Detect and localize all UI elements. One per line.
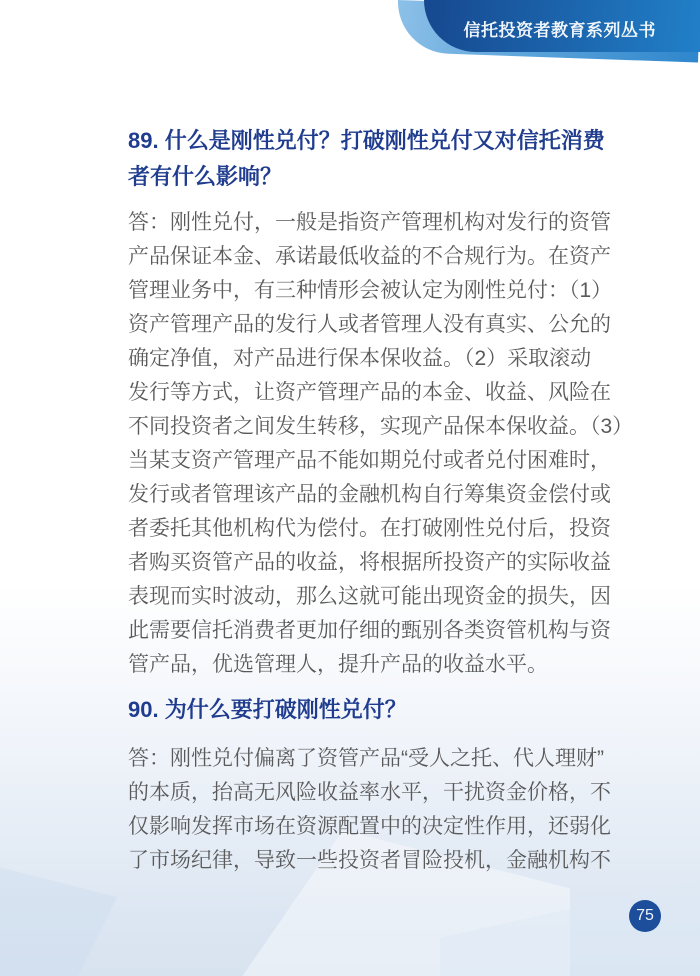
question-89-heading xyxy=(128,123,614,195)
text-line: 产品保证本金、承诺最低收益的不合规行为。在资产 xyxy=(128,245,611,268)
text-line: 者委托其他机构代为偿付。在打破刚性兑付后，投资 xyxy=(128,517,611,540)
text-line: 此需要信托消费者更加仔细的甄别各类资管机构与资 xyxy=(128,619,611,642)
text-line: 管产品，优选管理人，提升产品的收益水平。 xyxy=(128,653,548,676)
text-line: 发行等方式，让资产管理产品的本金、收益、风险在 xyxy=(128,381,611,404)
text-line: 表现而实时波动，那么这就可能出现资金的损失，因 xyxy=(128,585,611,608)
text-line: 仅影响发挥市场在资源配置中的决定性作用，还弱化 xyxy=(128,815,611,838)
text-line: 者有什么影响？ xyxy=(128,164,283,189)
question-89-answer xyxy=(128,206,634,682)
question-90-heading xyxy=(128,692,614,728)
text-line: 发行或者管理该产品的金融机构自行筹集资金偿付或 xyxy=(128,483,611,506)
text-line: 确定净值，对产品进行保本保收益。（2）采取滚动 xyxy=(128,347,592,370)
page-number-badge: 75 xyxy=(629,900,661,932)
text-line: 当某支资产管理产品不能如期兑付或者兑付困难时， xyxy=(128,449,611,472)
text-line: 答：刚性兑付，一般是指资产管理机构对发行的资管 xyxy=(128,211,611,234)
text-line: 者购买资管产品的收益，将根据所投资产的实际收益 xyxy=(128,551,611,574)
question-90-answer xyxy=(128,742,614,878)
text-line: 的本质，抬高无风险收益率水平，干扰资金价格，不 xyxy=(128,781,611,804)
text-line: 资产管理产品的发行人或者管理人没有真实、公允的 xyxy=(128,313,611,336)
series-title: 信托投资者教育系列丛书 xyxy=(463,21,656,40)
text-line: 不同投资者之间发生转移，实现产品保本保收益。（3） xyxy=(128,415,634,438)
text-line: 90. 为什么要打破刚性兑付？ xyxy=(128,697,407,722)
text-line: 管理业务中，有三种情形会被认定为刚性兑付：（1） xyxy=(128,279,613,302)
text-line: 答：刚性兑付偏离了资管产品“受人之托、代人理财” xyxy=(128,747,604,770)
header-banner xyxy=(424,0,700,52)
text-line: 89. 什么是刚性兑付？打破刚性兑付又对信托消费 xyxy=(128,128,605,153)
text-line: 了市场纪律，导致一些投资者冒险投机，金融机构不 xyxy=(128,849,611,872)
